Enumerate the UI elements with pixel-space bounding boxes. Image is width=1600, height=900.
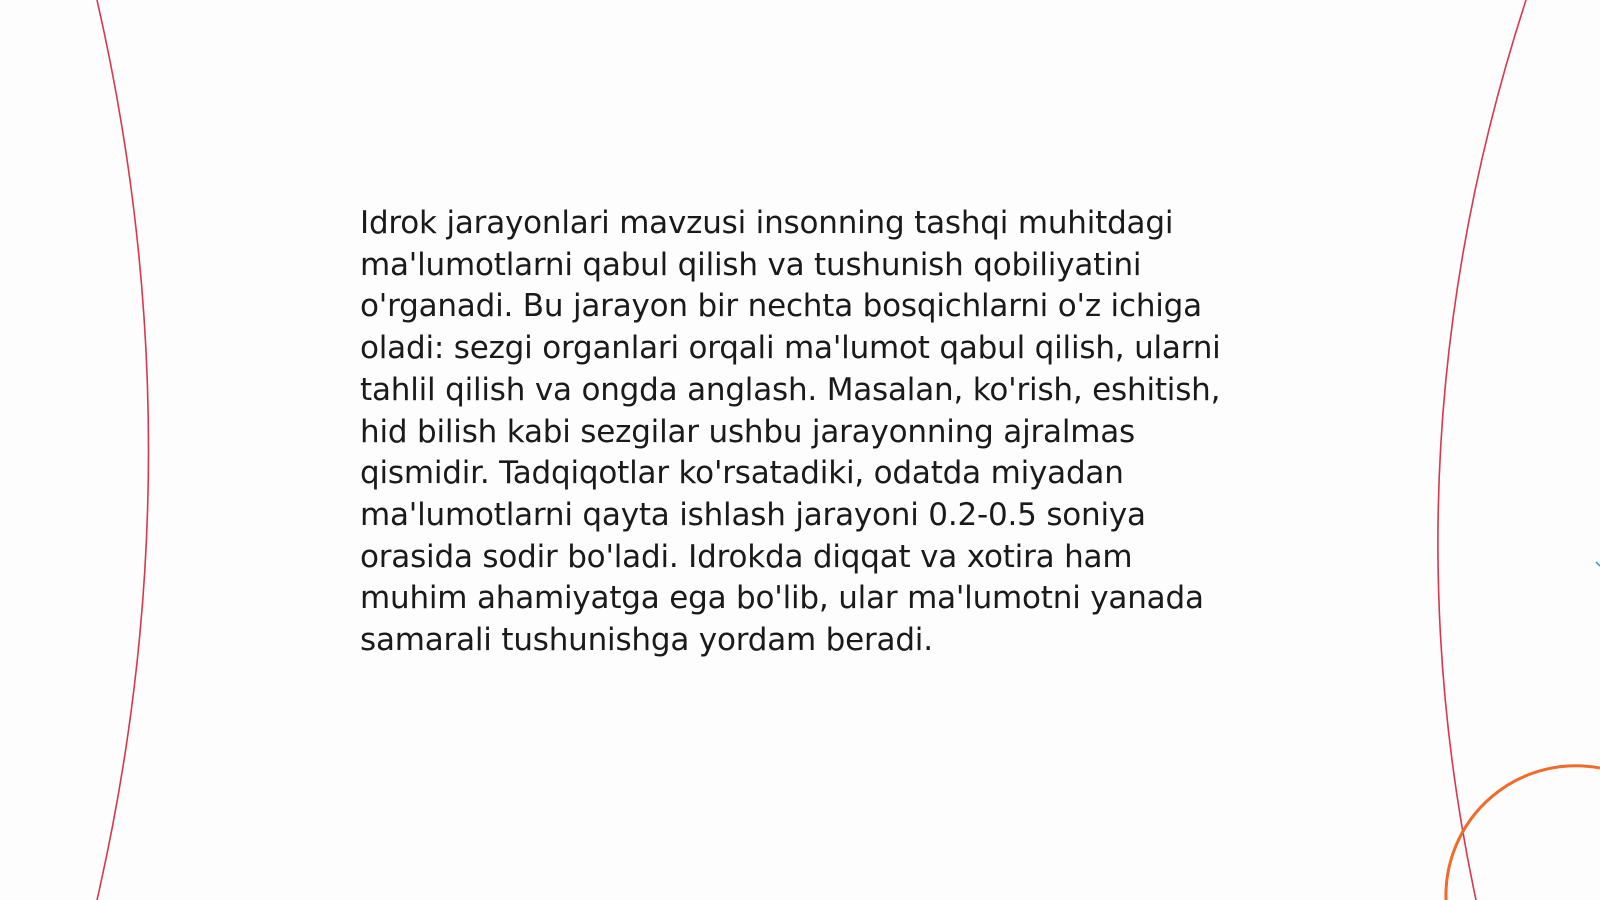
accent-arc: [1446, 766, 1600, 900]
accent-tick: [1596, 562, 1600, 566]
left-curve-line: [97, 0, 149, 900]
right-curve-line: [1438, 0, 1526, 900]
slide-body-text: Idrok jarayonlari mavzusi insonning tashqi muhitdagi ma'lumotlarni qabul qilish va tushunish qobiliyatini o'rganadi. Bu jarayon bir nechta bosqichlarni o'z ichiga oladi: sezgi organlari orqali ma'lumot qabul qilish, ularni tahlil qilish va ongda anglash. Masalan, ko'rish, eshitish, hid bilish kabi sezgilar ushbu jarayonning ajralmas qismidir. Tadqiqotlar ko'rsatadiki, odatda miyadan ma'lumotlarni qayta ishlash jarayoni 0.2-0.5 soniya orasida sodir bo'ladi. Idrokda diqqat va xotira ham muhim ahamiyatga ega bo'lib, ular ma'lumotni yanada samarali tushunishga yordam beradi.: [360, 205, 1221, 659]
